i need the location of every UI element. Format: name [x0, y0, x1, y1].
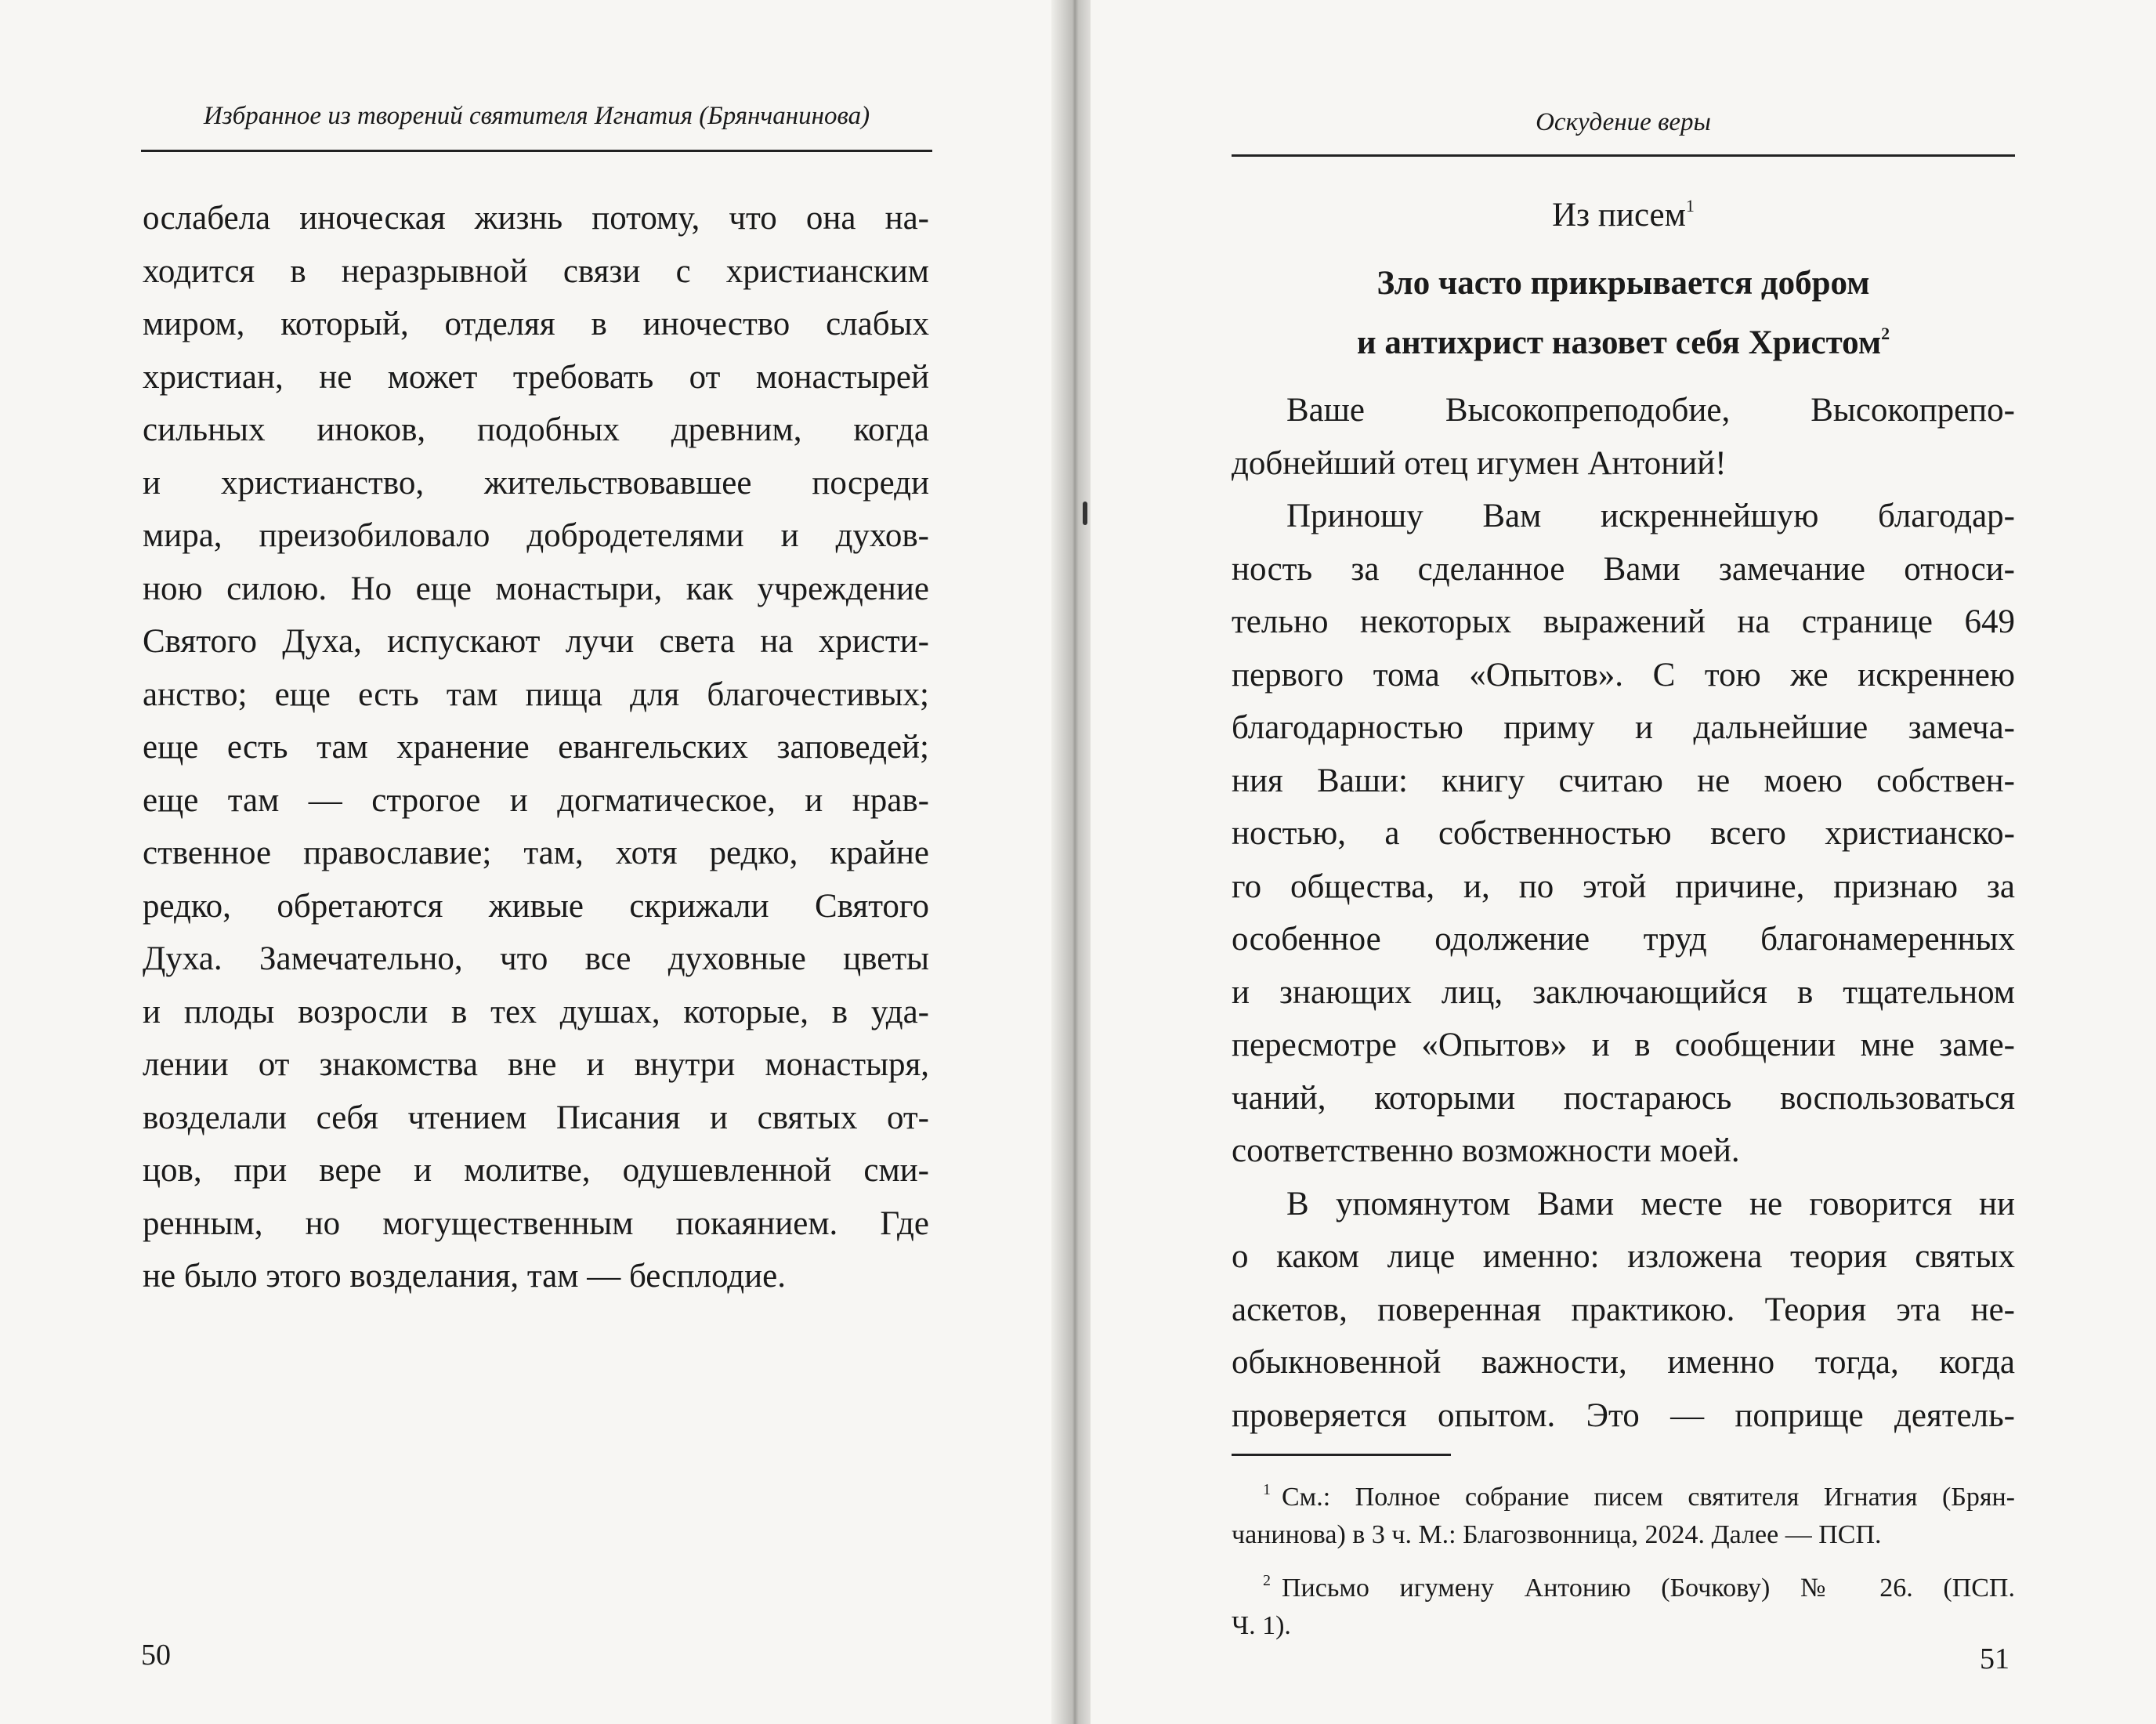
text-line: цов, при вере и молитве, одушевленной сми-	[143, 1152, 929, 1189]
text-line: го общества, и, по этой причине, признаю за	[1232, 867, 2015, 905]
text-line: мира, преизобиловало добродетелями и духов-	[143, 517, 929, 554]
text-line: и христианство, жительствовавшее посреди	[143, 464, 929, 502]
page-edge-mark	[1083, 502, 1087, 525]
right-page	[1091, 0, 2156, 1724]
text-line: Приношу Вам искреннейшую благодар-	[1286, 498, 2015, 534]
footnote-2-cont: Ч. 1).	[1232, 1611, 1291, 1640]
right-running-head: Оскудение веры	[1536, 108, 1711, 136]
left-header-rule	[141, 150, 932, 152]
text-line: лении от знакомства вне и внутри монастыря,	[143, 1046, 929, 1083]
text-line: и знающих лиц, заключающийся в тщательном	[1232, 973, 2015, 1011]
footnote-2	[1232, 1558, 2015, 1603]
text-line: ность за сделанное Вами замечание относи-	[1232, 550, 2015, 588]
text-line: Духа. Замечательно, что все духовные цветы	[143, 940, 929, 977]
text-line: и плоды возросли в тех душах, которые, в уда-	[143, 993, 929, 1030]
text-line: добнейший отец игумен Антоний!	[1232, 444, 1727, 482]
heading-line: Зло часто прикрывается добром	[1376, 265, 1870, 302]
text-line: ренным, но могущественным покаянием. Где	[143, 1204, 929, 1242]
footnote-rule	[1232, 1454, 1451, 1456]
left-body-text	[143, 192, 929, 1303]
right-header-rule	[1232, 154, 2015, 157]
text-line: Ваше Высокопреподобие, Высокопрепо-	[1286, 392, 2015, 429]
text-line: ственное православие; там, хотя редко, крайне	[143, 835, 929, 871]
right-page-number: 51	[1980, 1643, 2009, 1675]
text-line: благодарностью приму и дальнейшие замеча-	[1232, 709, 2015, 746]
text-line: пересмотре «Опытов» и в сообщении мне заме-	[1232, 1027, 2015, 1063]
right-body-text	[1232, 384, 2015, 1442]
text-line: еще есть там хранение евангельских заповедей;	[143, 729, 929, 766]
left-page-number: 50	[141, 1639, 171, 1671]
text-line: чаний, которыми постараюсь воспользоваться	[1232, 1079, 2015, 1117]
left-running-head: Избранное из творений святителя Игнатия (Брянчанинова)	[203, 102, 870, 130]
text-line: первого тома «Опытов». С тою же искреннею	[1232, 656, 2015, 694]
footnote-1	[1232, 1467, 2015, 1512]
text-line: особенное одолжение труд благонамеренных	[1232, 921, 2015, 958]
text-line: редко, обретаются живые скрижали Святого	[143, 887, 929, 925]
text-line: миром, который, отделяя в иночество слабых	[143, 306, 929, 342]
text-line: сильных иноков, подобных древним, когда	[143, 411, 929, 448]
footnote-ref: 1	[1685, 196, 1695, 216]
footnote-1-cont: чанинова) в 3 ч. М.: Благозвонница, 2024. Далее — ПСП.	[1232, 1520, 1882, 1549]
text-line: обыкновенной важности, именно тогда, когда	[1232, 1344, 2015, 1381]
text-line: возделали себя чтением Писания и святых от-	[143, 1099, 929, 1136]
footnotes	[1232, 1467, 2015, 1649]
text-line: ностью, а собственностью всего христианско-	[1232, 815, 2015, 852]
footnote-mark: 1	[1263, 1481, 1271, 1498]
section-title-text: Из писем	[1552, 197, 1686, 234]
text-line: о каком лице именно: изложена теория святых	[1232, 1238, 2015, 1275]
text-line: ослабела иноческая жизнь потому, что она на-	[143, 200, 929, 237]
text-line: еще там — строгое и догматическое, и нрав-	[143, 781, 929, 819]
heading-line-2	[1232, 309, 2015, 368]
text-line: аскетов, поверенная практикою. Теория эта не-	[1232, 1291, 2015, 1328]
text-line: не было этого возделания, там — бесплодие.	[143, 1258, 786, 1295]
text-line: Святого Духа, испускают лучи света на христи-	[143, 623, 929, 660]
footnote-mark: 2	[1263, 1572, 1271, 1589]
text-line: анство; еще есть там пища для благочестивых;	[143, 675, 929, 713]
article-heading	[1232, 259, 2015, 368]
text-line: В упомянутом Вами месте не говорится ни	[1286, 1185, 2015, 1222]
footnote-text: См.: Полное собрание писем святителя Игнатия (Брян-	[1282, 1483, 2015, 1512]
text-line: ходится в неразрывной связи с христианским	[143, 252, 929, 290]
text-line: проверяется опытом. Это — поприще деятель-	[1232, 1396, 2015, 1434]
text-line: ною силою. Но еще монастыри, как учреждение	[143, 570, 929, 607]
left-page	[0, 0, 1059, 1724]
text-line: тельно некоторых выражений на странице 649	[1232, 603, 2015, 640]
footnote-ref: 2	[1881, 324, 1890, 343]
section-title	[1232, 196, 2015, 234]
footnote-text: Письмо игумену Антонию (Бочкову) № 26. (ПСП.	[1282, 1574, 2015, 1603]
text-line: христиан, не может требовать от монастырей	[143, 358, 929, 396]
text-line: соответственно возможности моей.	[1232, 1132, 1740, 1169]
text-line: ния Ваши: книгу считаю не моею собствен-	[1232, 762, 2015, 799]
heading-line-text: и антихрист назовет себя Христом	[1356, 324, 1882, 361]
